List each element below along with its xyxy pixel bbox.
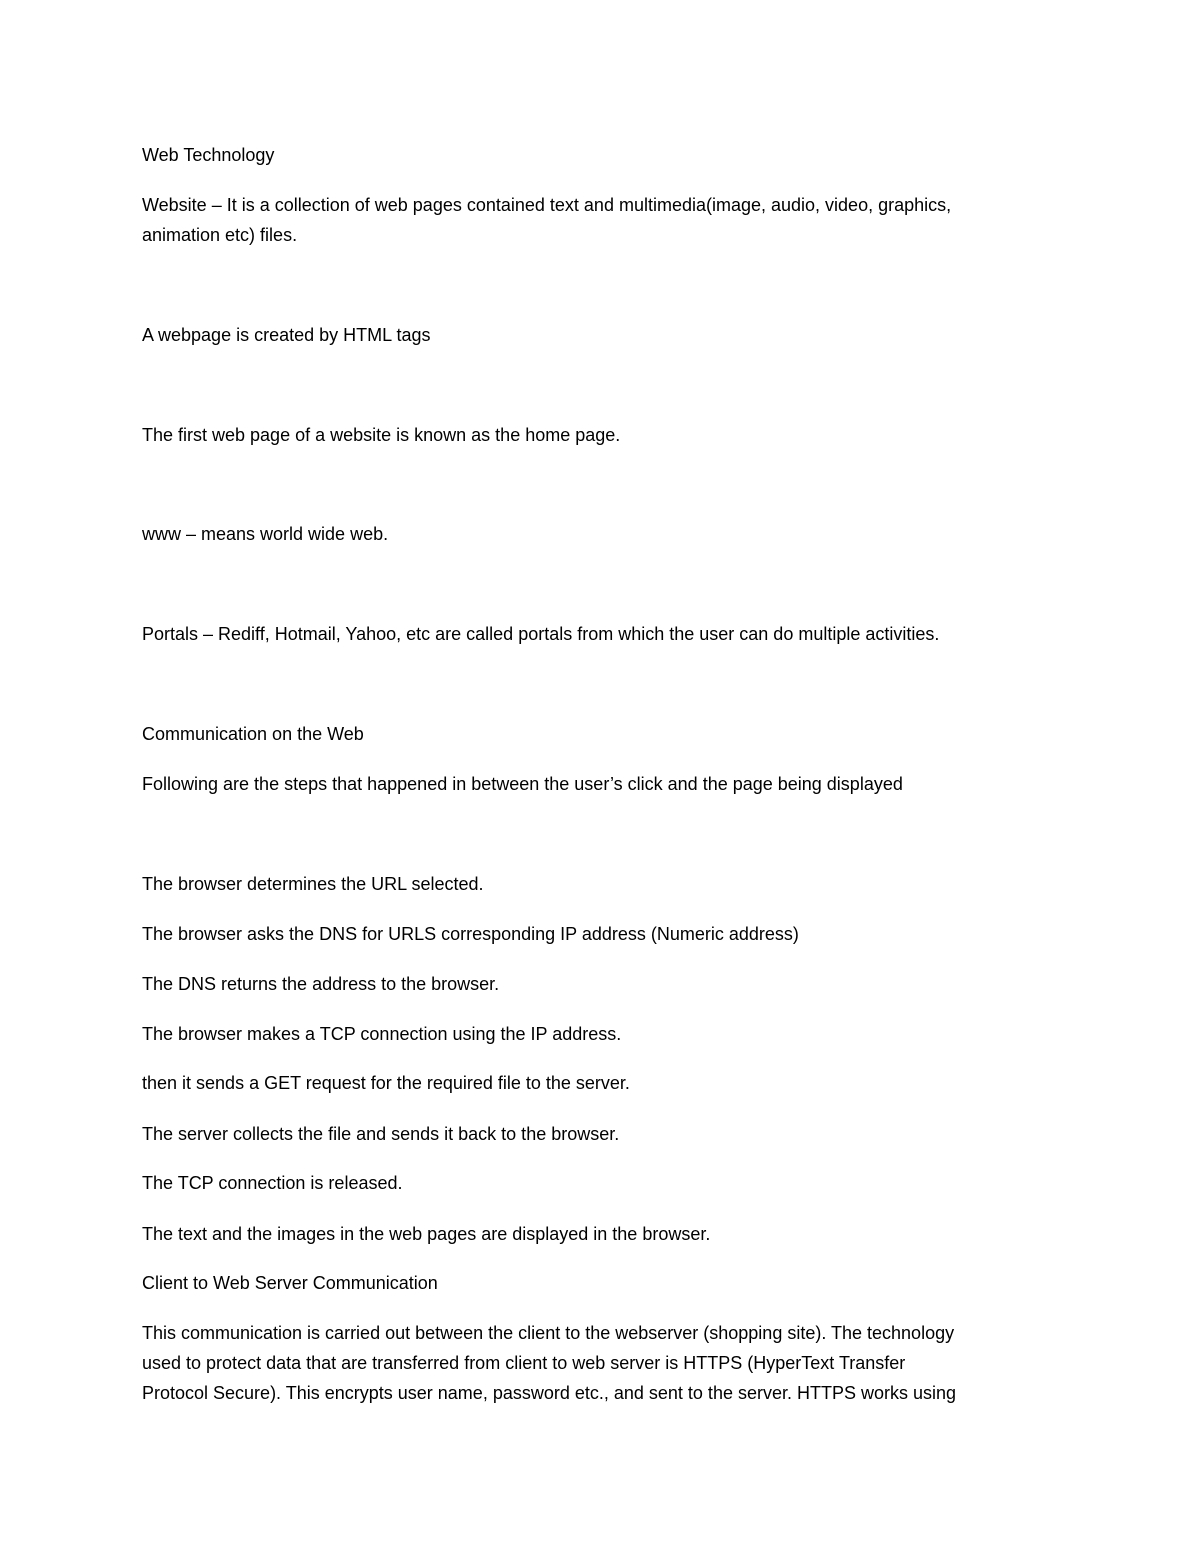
home-page-line: The first web page of a website is known as the home page.: [142, 425, 621, 445]
step-line: The browser makes a TCP connection using the IP address.: [142, 1024, 622, 1044]
https-paragraph-line-1: This communication is carried out between the client to the webserver (shopping site). The technology: [142, 1323, 955, 1343]
webpage-html-line: A webpage is created by HTML tags: [142, 325, 431, 345]
step-line: The browser asks the DNS for URLS corresponding IP address (Numeric address): [142, 924, 799, 944]
step-line: The server collects the file and sends it back to the browser.: [142, 1124, 620, 1144]
heading-web-technology: Web Technology: [142, 145, 275, 165]
website-definition-line-1: Website – It is a collection of web pages contained text and multimedia(image, audio, video, graphics,: [142, 195, 952, 215]
step-line: then it sends a GET request for the required file to the server.: [142, 1073, 630, 1093]
website-definition-line-2: animation etc) files.: [142, 225, 298, 245]
step-line: The DNS returns the address to the browser.: [142, 974, 500, 994]
step-line: The text and the images in the web pages are displayed in the browser.: [142, 1224, 711, 1244]
step-line: The browser determines the URL selected.: [142, 874, 484, 894]
https-paragraph-line-3: Protocol Secure). This encrypts user name, password etc., and sent to the server. HTTPS works using: [142, 1383, 957, 1403]
step-line: The TCP connection is released.: [142, 1173, 403, 1193]
heading-communication-on-the-web: Communication on the Web: [142, 724, 364, 744]
heading-client-to-web-server-communication: Client to Web Server Communication: [142, 1273, 438, 1293]
https-paragraph-line-2: used to protect data that are transferred from client to web server is HTTPS (HyperText Transfer: [142, 1353, 906, 1373]
portals-line: Portals – Rediff, Hotmail, Yahoo, etc are called portals from which the user can do multiple activities.: [142, 624, 940, 644]
steps-intro-line: Following are the steps that happened in between the user’s click and the page being displayed: [142, 774, 903, 794]
www-line: www – means world wide web.: [142, 524, 389, 544]
